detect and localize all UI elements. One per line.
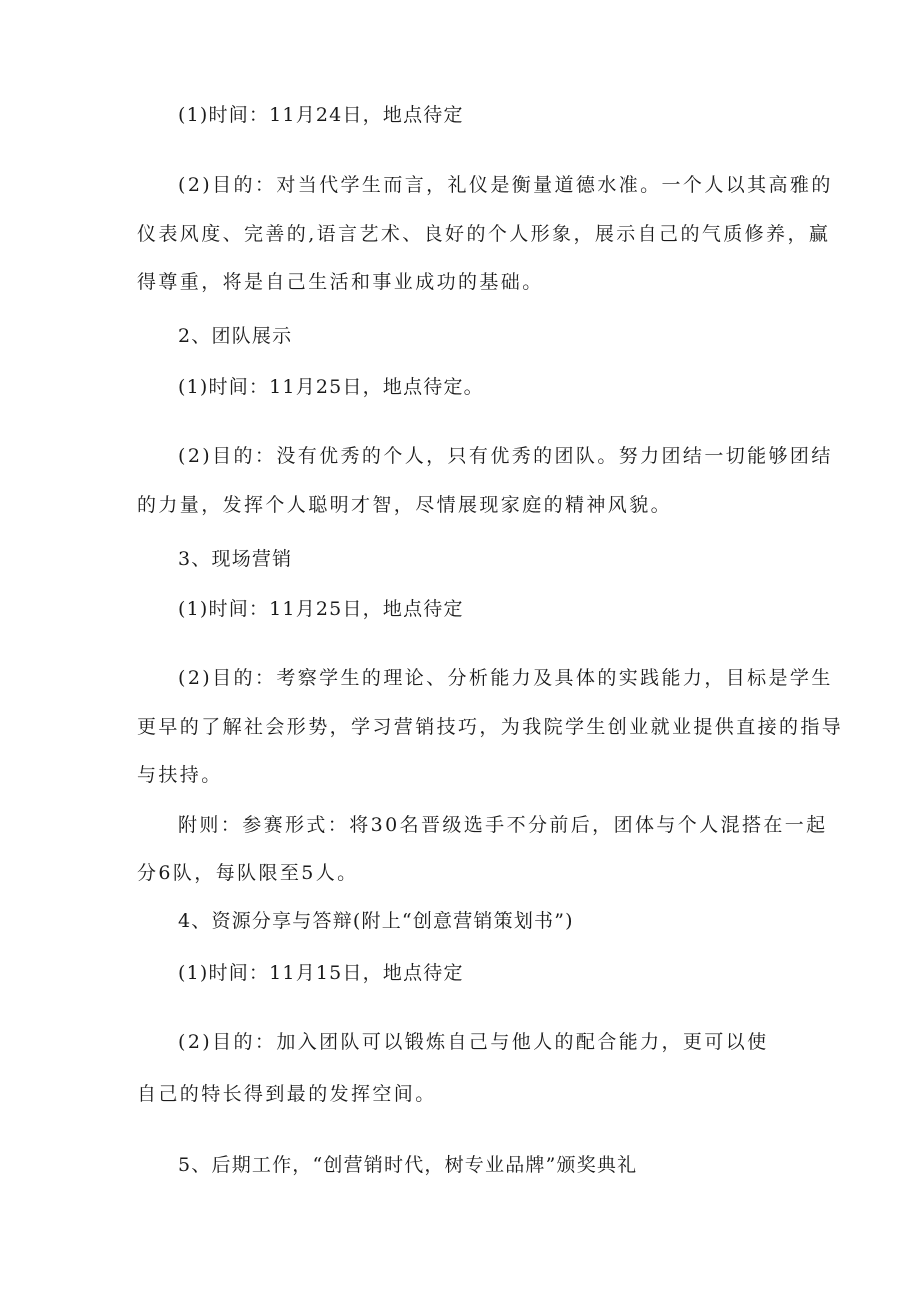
item-3-purpose-line-1: (2)目的：考察学生的理论、分析能力及具体的实践能力，目标是学生: [178, 667, 833, 689]
item-3-purpose-line-2: 更早的了解社会形势，学习营销技巧，为我院学生创业就业提供直接的指导: [137, 716, 844, 738]
item-4-purpose-line-2: 自己的特长得到最的发挥空间。: [137, 1083, 437, 1105]
item-2-purpose-line-1: (2)目的：没有优秀的个人，只有优秀的团队。努力团结一切能够团结: [178, 445, 833, 467]
section-2-heading: 2、团队展示: [178, 325, 293, 347]
item-3-purpose-line-3: 与扶持。: [137, 764, 223, 786]
appendix-rule-line-1: 附则：参赛形式：将30名晋级选手不分前后，团体与个人混搭在一起: [178, 814, 828, 836]
item-2-purpose-line-2: 的力量，发挥个人聪明才智，尽情展现家庭的精神风貌。: [137, 494, 673, 516]
item-2-time: (1)时间：11月25日，地点待定。: [178, 376, 484, 398]
item-1-purpose-line-3: 得尊重，将是自己生活和事业成功的基础。: [137, 271, 544, 293]
item-4-purpose-line-1: (2)目的：加入团队可以锻炼自己与他人的配合能力，更可以使: [178, 1031, 769, 1053]
section-4-heading: 4、资源分享与答辩(附上“创意营销策划书”): [178, 910, 574, 932]
section-5-heading: 5、后期工作，“创营销时代，树专业品牌”颁奖典礼: [178, 1154, 638, 1176]
section-3-heading: 3、现场营销: [178, 548, 293, 570]
item-1-purpose-line-2: 仪表风度、完善的,语言艺术、良好的个人形象，展示自己的气质修养，赢: [137, 223, 831, 245]
appendix-rule-line-2: 分6队，每队限至5人。: [137, 862, 359, 884]
item-1-time: (1)时间：11月24日，地点待定: [178, 104, 464, 126]
item-1-purpose-line-1: (2)目的：对当代学生而言，礼仪是衡量道德水准。一个人以其高雅的: [178, 174, 833, 196]
item-4-time: (1)时间：11月15日，地点待定: [178, 962, 464, 984]
item-3-time: (1)时间：11月25日，地点待定: [178, 598, 464, 620]
